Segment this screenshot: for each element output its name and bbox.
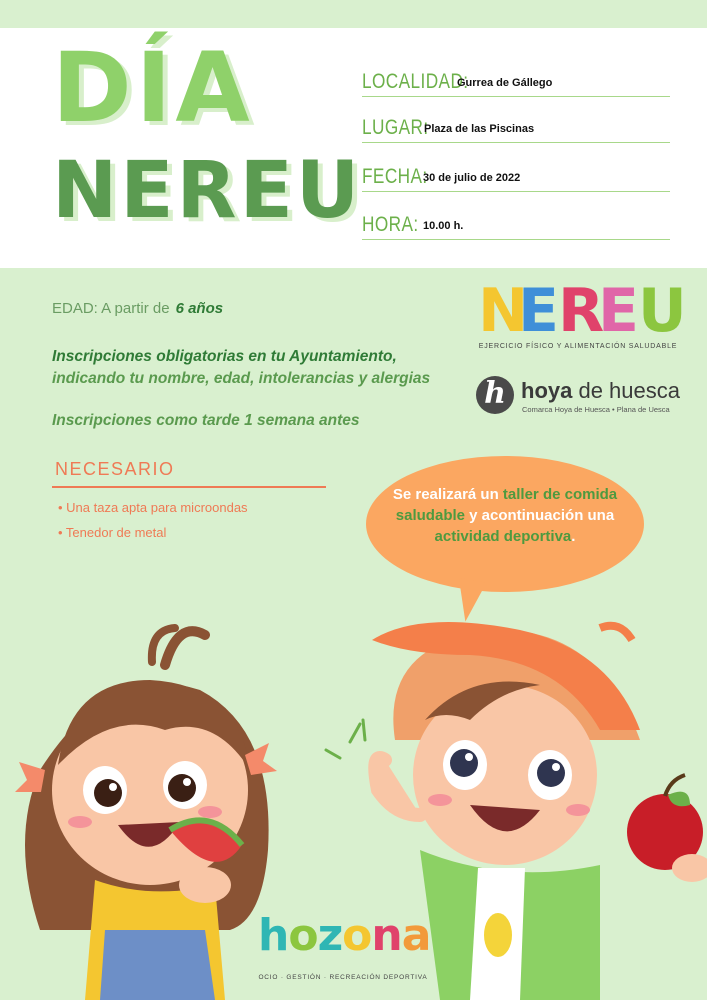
info-row-lugar [362,113,670,143]
bubble-text-highlight: taller de comida saludable [395,486,618,524]
hozona-letter: o [288,910,318,961]
girl-illustration [15,628,277,1000]
necesario-item: • Tenedor de metal [58,525,167,540]
nereu-logo-letter: R [558,276,605,346]
hoya-subtitle: Comarca Hoya de Huesca • Plana de Uesca [522,405,670,414]
hozona-letter: n [371,910,402,961]
hoya-de-huesca-logo [476,374,686,420]
nereu-logo-subtitle: EJERCICIO FÍSICO Y ALIMENTACIÓN SALUDABLE [478,343,678,350]
nereu-logo-letter: U [638,276,687,346]
hozona-letter: o [342,910,372,961]
info-row-hora [362,210,670,240]
registration-text-line1: Inscripciones obligatorias en tu Ayuntamiento, [52,348,397,365]
top-band [0,0,707,28]
info-value: 30 de julio de 2022 [423,172,521,184]
title-dia: DÍA [52,32,254,144]
hoya-name-rest: de huesca [572,378,680,403]
info-label: HORA: [362,213,419,236]
bubble-text-part: y acontinuación una [465,507,615,524]
age-requirement [52,300,223,317]
nereu-logo-letter: E [598,276,639,346]
info-value: Gurrea de Gállego [457,77,553,89]
hozona-logo [258,910,431,981]
info-value: Plaza de las Piscinas [424,123,535,135]
hozona-letter: h [258,910,289,961]
info-row-fecha [362,162,670,192]
bubble-text-part: Se realizará un [392,486,503,503]
age-label: EDAD: A partir de [52,300,170,317]
info-label: LOCALIDAD: [362,70,469,93]
hozona-letter: a [401,910,431,961]
nereu-logo-letter: N [478,276,529,346]
hozona-subtitle: OCIO · GESTIÓN · RECREACIÓN DEPORTIVA [258,974,428,981]
hozona-letters [258,910,431,961]
hozona-letter: z [317,910,343,961]
hoya-name-bold: hoya [521,378,573,403]
necesario-title: NECESARIO [55,459,175,479]
nereu-logo-letter: E [518,276,559,346]
age-value: 6 años [175,300,224,317]
hoya-name [521,378,680,404]
info-label: LUGAR: [362,116,429,139]
nereu-logo [478,276,687,353]
title-nereu: NEREU [52,146,363,236]
necesario-divider [52,486,326,488]
info-label: FECHA: [362,165,428,188]
speech-bubble-text [376,484,634,547]
hoya-mark-icon: h [476,376,514,414]
info-row-localidad [362,67,670,97]
registration-deadline: Inscripciones como tarde 1 semana antes [52,412,360,429]
info-value: 10.00 h. [423,220,464,232]
registration-text-line2: indicando tu nombre, edad, intolerancias y alergias [52,370,431,387]
bubble-text-part: . [571,528,576,545]
bubble-text-highlight: actividad deportiva [434,528,572,545]
necesario-item: • Una taza apta para microondas [58,500,248,515]
